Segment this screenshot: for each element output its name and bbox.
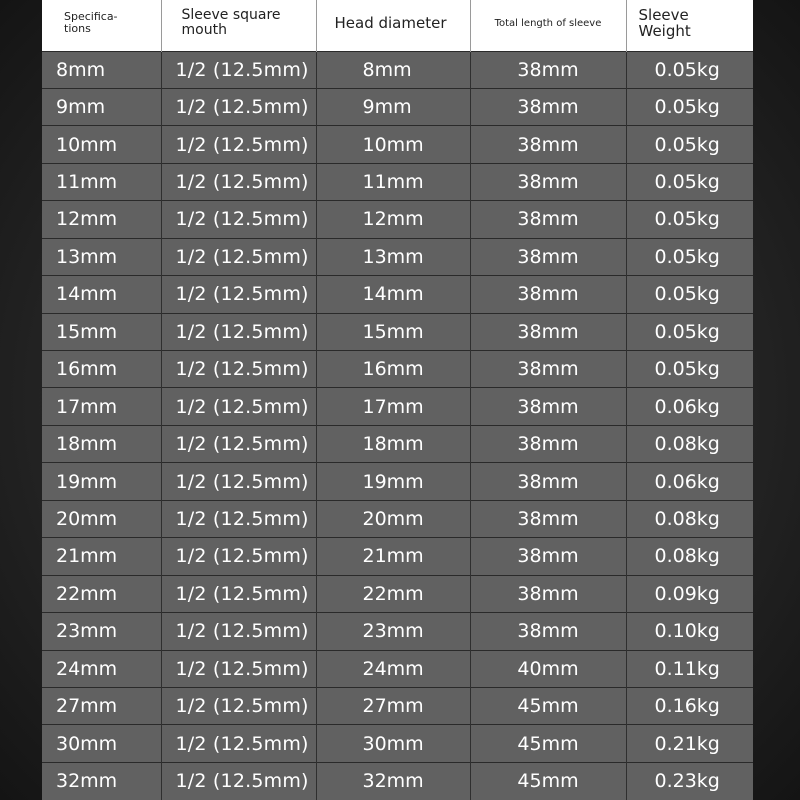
cell-spec: 20mm — [42, 500, 161, 537]
cell-spec: 15mm — [42, 313, 161, 350]
cell-head: 9mm — [316, 88, 470, 125]
cell-spec: 21mm — [42, 538, 161, 575]
header-row — [42, 0, 753, 51]
cell-total: 38mm — [470, 88, 626, 125]
cell-total: 38mm — [470, 500, 626, 537]
table-row — [42, 575, 753, 612]
cell-mouth: 1/2 (12.5mm) — [161, 463, 316, 500]
table-row — [42, 538, 753, 575]
cell-mouth: 1/2 (12.5mm) — [161, 425, 316, 462]
cell-spec: 22mm — [42, 575, 161, 612]
table-row — [42, 762, 753, 799]
cell-head: 15mm — [316, 313, 470, 350]
header-specifications — [42, 0, 161, 51]
cell-weight: 0.05kg — [626, 88, 753, 125]
cell-head: 27mm — [316, 687, 470, 724]
cell-total: 38mm — [470, 575, 626, 612]
cell-mouth: 1/2 (12.5mm) — [161, 538, 316, 575]
cell-weight: 0.05kg — [626, 201, 753, 238]
header-sleeve-weight — [626, 0, 753, 51]
header-sleeve-weight-label: Sleeve Weight — [638, 5, 691, 41]
spec-sheet — [42, 0, 753, 800]
header-total-length — [470, 0, 626, 51]
cell-total: 38mm — [470, 613, 626, 650]
table-row — [42, 650, 753, 687]
cell-total: 45mm — [470, 725, 626, 762]
cell-total: 38mm — [470, 463, 626, 500]
cell-mouth: 1/2 (12.5mm) — [161, 388, 316, 425]
header-specifications-label: Specifica- tions — [64, 10, 118, 36]
cell-weight: 0.05kg — [626, 313, 753, 350]
cell-head: 12mm — [316, 201, 470, 238]
table-row — [42, 463, 753, 500]
cell-weight: 0.08kg — [626, 538, 753, 575]
cell-spec: 27mm — [42, 687, 161, 724]
table-row — [42, 88, 753, 125]
cell-spec: 24mm — [42, 650, 161, 687]
cell-weight: 0.06kg — [626, 463, 753, 500]
cell-weight: 0.09kg — [626, 575, 753, 612]
table-body — [42, 51, 753, 800]
cell-spec: 32mm — [42, 762, 161, 799]
cell-head: 23mm — [316, 613, 470, 650]
cell-head: 19mm — [316, 463, 470, 500]
cell-head: 20mm — [316, 500, 470, 537]
cell-weight: 0.11kg — [626, 650, 753, 687]
cell-total: 38mm — [470, 425, 626, 462]
header-head-diameter — [316, 0, 470, 51]
cell-total: 38mm — [470, 313, 626, 350]
cell-spec: 17mm — [42, 388, 161, 425]
cell-total: 38mm — [470, 201, 626, 238]
cell-weight: 0.08kg — [626, 425, 753, 462]
cell-total: 40mm — [470, 650, 626, 687]
cell-mouth: 1/2 (12.5mm) — [161, 613, 316, 650]
cell-weight: 0.05kg — [626, 51, 753, 88]
cell-weight: 0.08kg — [626, 500, 753, 537]
cell-total: 38mm — [470, 163, 626, 200]
cell-weight: 0.05kg — [626, 163, 753, 200]
cell-head: 14mm — [316, 276, 470, 313]
cell-mouth: 1/2 (12.5mm) — [161, 500, 316, 537]
cell-spec: 9mm — [42, 88, 161, 125]
header-total-length-label: Total length of sleeve — [494, 17, 602, 29]
cell-mouth: 1/2 (12.5mm) — [161, 687, 316, 724]
cell-spec: 30mm — [42, 725, 161, 762]
cell-total: 45mm — [470, 687, 626, 724]
cell-total: 38mm — [470, 238, 626, 275]
cell-head: 16mm — [316, 351, 470, 388]
cell-weight: 0.05kg — [626, 238, 753, 275]
cell-head: 30mm — [316, 725, 470, 762]
table-row — [42, 313, 753, 350]
cell-head: 21mm — [316, 538, 470, 575]
table-row — [42, 425, 753, 462]
header-sleeve-square-mouth — [161, 0, 316, 51]
cell-mouth: 1/2 (12.5mm) — [161, 51, 316, 88]
cell-weight: 0.05kg — [626, 276, 753, 313]
cell-head: 13mm — [316, 238, 470, 275]
table-row — [42, 163, 753, 200]
cell-spec: 14mm — [42, 276, 161, 313]
cell-mouth: 1/2 (12.5mm) — [161, 575, 316, 612]
cell-total: 38mm — [470, 51, 626, 88]
cell-total: 45mm — [470, 762, 626, 799]
cell-mouth: 1/2 (12.5mm) — [161, 238, 316, 275]
cell-head: 24mm — [316, 650, 470, 687]
cell-mouth: 1/2 (12.5mm) — [161, 163, 316, 200]
cell-mouth: 1/2 (12.5mm) — [161, 725, 316, 762]
cell-spec: 13mm — [42, 238, 161, 275]
cell-spec: 23mm — [42, 613, 161, 650]
cell-weight: 0.05kg — [626, 126, 753, 163]
cell-weight: 0.10kg — [626, 613, 753, 650]
cell-weight: 0.05kg — [626, 351, 753, 388]
table-header — [42, 0, 753, 51]
cell-spec: 10mm — [42, 126, 161, 163]
cell-weight: 0.23kg — [626, 762, 753, 799]
cell-spec: 16mm — [42, 351, 161, 388]
cell-head: 8mm — [316, 51, 470, 88]
cell-spec: 11mm — [42, 163, 161, 200]
cell-weight: 0.06kg — [626, 388, 753, 425]
cell-mouth: 1/2 (12.5mm) — [161, 351, 316, 388]
table-row — [42, 351, 753, 388]
cell-total: 38mm — [470, 351, 626, 388]
cell-mouth: 1/2 (12.5mm) — [161, 201, 316, 238]
cell-spec: 18mm — [42, 425, 161, 462]
table-row — [42, 388, 753, 425]
cell-head: 17mm — [316, 388, 470, 425]
cell-total: 38mm — [470, 276, 626, 313]
cell-head: 18mm — [316, 425, 470, 462]
cell-head: 11mm — [316, 163, 470, 200]
cell-weight: 0.21kg — [626, 725, 753, 762]
cell-mouth: 1/2 (12.5mm) — [161, 276, 316, 313]
table-row — [42, 238, 753, 275]
cell-head: 22mm — [316, 575, 470, 612]
sleeve-spec-table — [42, 0, 753, 800]
table-row — [42, 500, 753, 537]
cell-spec: 12mm — [42, 201, 161, 238]
cell-mouth: 1/2 (12.5mm) — [161, 650, 316, 687]
cell-mouth: 1/2 (12.5mm) — [161, 313, 316, 350]
cell-mouth: 1/2 (12.5mm) — [161, 762, 316, 799]
table-row — [42, 613, 753, 650]
table-row — [42, 276, 753, 313]
table-row — [42, 126, 753, 163]
cell-total: 38mm — [470, 126, 626, 163]
cell-head: 32mm — [316, 762, 470, 799]
cell-mouth: 1/2 (12.5mm) — [161, 126, 316, 163]
cell-spec: 8mm — [42, 51, 161, 88]
cell-total: 38mm — [470, 388, 626, 425]
cell-total: 38mm — [470, 538, 626, 575]
table-row — [42, 201, 753, 238]
header-head-diameter-label: Head diameter — [334, 14, 447, 32]
header-sleeve-square-mouth-label: Sleeve square mouth — [181, 6, 281, 39]
table-row — [42, 687, 753, 724]
cell-mouth: 1/2 (12.5mm) — [161, 88, 316, 125]
cell-weight: 0.16kg — [626, 687, 753, 724]
cell-head: 10mm — [316, 126, 470, 163]
table-row — [42, 725, 753, 762]
cell-spec: 19mm — [42, 463, 161, 500]
table-row — [42, 51, 753, 88]
